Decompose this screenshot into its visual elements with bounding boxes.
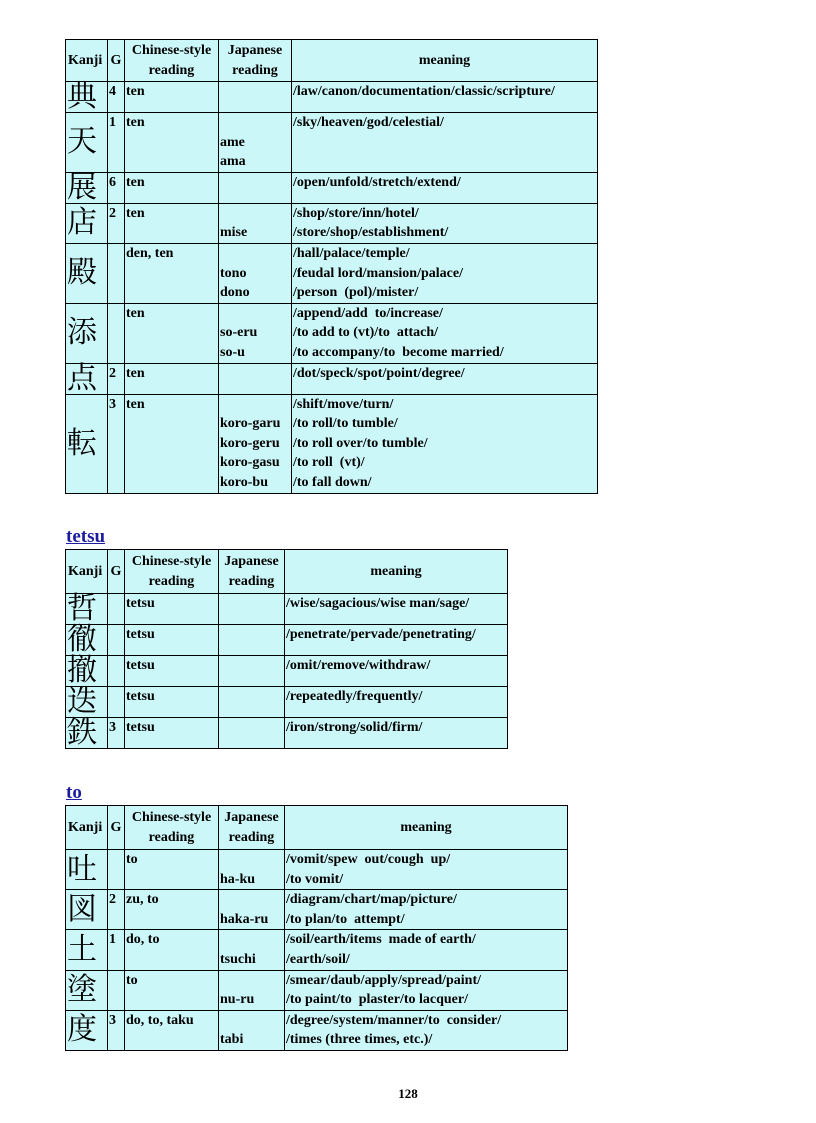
japanese-reading-cell [219, 718, 285, 749]
japanese-reading-line: ha-ku [220, 871, 256, 887]
chinese-reading-line [126, 323, 217, 343]
chinese-reading-cell [125, 172, 219, 203]
grade-cell [108, 687, 125, 718]
grade-cell: 3 [108, 718, 125, 749]
japanese-reading-line [220, 304, 290, 324]
japanese-reading-cell [219, 930, 285, 970]
japanese-reading-line: so-u [220, 344, 245, 360]
japanese-reading-cell [219, 113, 292, 173]
table-row [66, 363, 598, 394]
meaning-cell [292, 303, 598, 363]
header-meaning: meaning [285, 550, 508, 594]
kanji-character: 典 [66, 82, 108, 113]
chinese-reading-cell [125, 363, 219, 394]
japanese-reading-cell [219, 656, 285, 687]
header-chinese-reading: Chinese-style reading [125, 806, 219, 850]
chinese-reading-cell [125, 243, 219, 303]
meaning-line: /earth/soil/ [286, 951, 350, 967]
table-row [66, 890, 568, 930]
meaning-line: /soil/earth/items made of earth/ [286, 932, 476, 948]
header-japanese-reading: Japanese reading [219, 806, 285, 850]
kanji-character: 図 [66, 890, 108, 930]
table-row [66, 394, 598, 493]
chinese-reading-line: do, to [126, 932, 160, 948]
kanji-character: 哲 [66, 594, 108, 625]
chinese-reading-cell [125, 850, 219, 890]
table-row [66, 656, 508, 687]
grade-cell [108, 243, 125, 303]
meaning-line: /vomit/spew out/cough up/ [286, 852, 451, 867]
meaning-cell [292, 172, 598, 203]
table-row [66, 1010, 568, 1050]
grade-cell: 3 [108, 1010, 125, 1050]
kanji-character: 迭 [66, 687, 108, 718]
chinese-reading-line: ten [126, 396, 145, 412]
chinese-reading-line [126, 223, 217, 243]
japanese-reading-line: haka-ru [220, 911, 269, 927]
table-row [66, 687, 508, 718]
meaning-line: /penetrate/pervade/penetrating/ [286, 627, 476, 642]
japanese-reading-cell [219, 850, 285, 890]
chinese-reading-line [126, 152, 217, 172]
kanji-character: 殿 [66, 243, 108, 303]
japanese-reading-cell [219, 303, 292, 363]
japanese-reading-line: so-eru [220, 325, 258, 341]
japanese-reading-line: ama [220, 154, 246, 170]
japanese-reading-line [220, 173, 290, 193]
table-row [66, 850, 568, 890]
meaning-cell [285, 687, 508, 718]
header-g: G [108, 806, 125, 850]
chinese-reading-line: tetsu [126, 596, 155, 611]
japanese-reading-cell [219, 363, 292, 394]
header-kanji: Kanji [66, 806, 108, 850]
meaning-cell [285, 1010, 568, 1050]
japanese-reading-line: tabi [220, 1032, 244, 1048]
chinese-reading-line [126, 133, 217, 153]
meaning-line [293, 133, 596, 153]
chinese-reading-cell [125, 930, 219, 970]
header-kanji: Kanji [66, 550, 108, 594]
chinese-reading-cell [125, 394, 219, 493]
japanese-reading-line [220, 930, 283, 950]
chinese-reading-cell [125, 594, 219, 625]
japanese-reading-line [220, 1011, 283, 1031]
japanese-reading-line [220, 594, 283, 614]
chinese-reading-cell [125, 303, 219, 363]
japanese-reading-line [220, 82, 290, 102]
header-chinese-reading: Chinese-style reading [125, 550, 219, 594]
japanese-reading-line [220, 244, 290, 264]
meaning-line: /iron/strong/solid/firm/ [286, 720, 423, 735]
meaning-line: /to plan/to attempt/ [286, 911, 405, 927]
meaning-line: /repeatedly/frequently/ [286, 689, 423, 704]
grade-cell: 6 [108, 172, 125, 203]
chinese-reading-line [126, 434, 217, 454]
japanese-reading-line [220, 718, 283, 738]
grade-cell [108, 970, 125, 1010]
japanese-reading-line: tono [220, 265, 247, 281]
meaning-cell [285, 890, 568, 930]
header-chinese-reading: Chinese-style reading [125, 40, 219, 82]
table-row [66, 82, 598, 113]
meaning-line: /to paint/to plaster/to lacquer/ [286, 992, 468, 1008]
meaning-line: /wise/sagacious/wise man/sage/ [286, 596, 470, 611]
section-heading-to: to [66, 782, 82, 803]
chinese-reading-cell [125, 203, 219, 243]
meaning-line: /sky/heaven/god/celestial/ [293, 115, 444, 130]
kanji-character: 店 [66, 203, 108, 243]
grade-cell: 4 [108, 82, 125, 113]
japanese-reading-line [220, 890, 283, 910]
page-number: 128 [398, 1086, 418, 1101]
meaning-line: /person (pol)/mister/ [293, 285, 419, 301]
japanese-reading-cell [219, 625, 285, 656]
chinese-reading-line [126, 910, 217, 930]
chinese-reading-line: tetsu [126, 720, 155, 735]
japanese-reading-line: koro-geru [220, 435, 280, 451]
chinese-reading-line [126, 473, 217, 493]
japanese-reading-line: mise [220, 225, 248, 241]
japanese-reading-line: nu-ru [220, 992, 255, 1008]
grade-cell: 3 [108, 394, 125, 493]
japanese-reading-cell [219, 172, 292, 203]
meaning-line: /degree/system/manner/to consider/ [286, 1012, 502, 1028]
chinese-reading-line: zu, to [126, 892, 159, 908]
chinese-reading-line [126, 453, 217, 473]
japanese-reading-line: dono [220, 285, 250, 301]
japanese-reading-cell [219, 970, 285, 1010]
chinese-reading-cell [125, 1010, 219, 1050]
header-japanese-reading: Japanese reading [219, 550, 285, 594]
grade-cell [108, 656, 125, 687]
meaning-line: /diagram/chart/map/picture/ [286, 892, 457, 908]
table-row [66, 594, 508, 625]
meaning-line: /store/shop/establishment/ [293, 225, 449, 241]
kanji-table-to [65, 805, 568, 1051]
kanji-table-ten [65, 39, 598, 494]
chinese-reading-line: ten [126, 365, 145, 381]
meaning-cell [285, 625, 508, 656]
meaning-line: /to accompany/to become married/ [293, 344, 504, 360]
header-kanji: Kanji [66, 40, 108, 82]
meaning-line: /shop/store/inn/hotel/ [293, 205, 419, 221]
meaning-line: /to fall down/ [293, 474, 372, 490]
chinese-reading-line: ten [126, 305, 145, 321]
chinese-reading-line [126, 1030, 217, 1050]
chinese-reading-cell [125, 625, 219, 656]
japanese-reading-cell [219, 394, 292, 493]
table-row [66, 303, 598, 363]
meaning-line: /times (three times, etc.)/ [286, 1032, 433, 1048]
meaning-cell [292, 243, 598, 303]
meaning-cell [292, 113, 598, 173]
japanese-reading-line [220, 850, 283, 870]
meaning-line: /append/add to/increase/ [293, 305, 443, 321]
meaning-cell [292, 203, 598, 243]
japanese-reading-cell [219, 243, 292, 303]
japanese-reading-line [220, 204, 290, 224]
grade-cell [108, 850, 125, 890]
chinese-reading-line: ten [126, 84, 145, 99]
grade-cell [108, 594, 125, 625]
chinese-reading-line: ten [126, 205, 145, 221]
meaning-line: /to vomit/ [286, 871, 344, 887]
chinese-reading-line [126, 950, 217, 970]
chinese-reading-line: tetsu [126, 627, 155, 642]
chinese-reading-line: do, to, taku [126, 1012, 194, 1028]
chinese-reading-cell [125, 656, 219, 687]
meaning-line: /to roll over/to tumble/ [293, 435, 428, 451]
japanese-reading-line [220, 113, 290, 133]
meaning-line: /smear/daub/apply/spread/paint/ [286, 972, 482, 988]
header-japanese-reading: Japanese reading [219, 40, 292, 82]
japanese-reading-line [220, 971, 283, 991]
chinese-reading-line [126, 283, 217, 303]
section-heading-tetsu: tetsu [66, 526, 106, 547]
chinese-reading-cell [125, 113, 219, 173]
chinese-reading-line [126, 414, 217, 434]
meaning-cell [285, 656, 508, 687]
chinese-reading-cell [125, 687, 219, 718]
meaning-line: /feudal lord/mansion/palace/ [293, 265, 463, 281]
meaning-cell [285, 850, 568, 890]
japanese-reading-line [220, 625, 283, 645]
kanji-character: 塗 [66, 970, 108, 1010]
grade-cell [108, 625, 125, 656]
table-row [66, 970, 568, 1010]
meaning-cell [285, 930, 568, 970]
meaning-cell [292, 363, 598, 394]
table-row [66, 930, 568, 970]
chinese-reading-line: ten [126, 174, 145, 190]
table-row [66, 625, 508, 656]
kanji-table-tetsu [65, 549, 508, 749]
meaning-line: /to add to (vt)/to attach/ [293, 325, 439, 341]
japanese-reading-line [220, 364, 290, 384]
kanji-character: 度 [66, 1010, 108, 1050]
kanji-character: 天 [66, 113, 108, 173]
header-meaning: meaning [292, 40, 598, 82]
meaning-line: /open/unfold/stretch/extend/ [293, 174, 461, 190]
kanji-character: 展 [66, 172, 108, 203]
japanese-reading-line [220, 687, 283, 707]
meaning-line: /law/canon/documentation/classic/scripture/ [293, 84, 555, 99]
chinese-reading-line [126, 264, 217, 284]
meaning-cell [292, 394, 598, 493]
japanese-reading-line: tsuchi [220, 951, 256, 967]
kanji-character: 土 [66, 930, 108, 970]
chinese-reading-line: den, ten [126, 245, 174, 261]
japanese-reading-line [220, 656, 283, 676]
meaning-line: /to roll (vt)/ [293, 455, 365, 471]
table-row [66, 203, 598, 243]
grade-cell: 2 [108, 890, 125, 930]
meaning-line: /dot/speck/spot/point/degree/ [293, 365, 465, 381]
japanese-reading-line: koro-bu [220, 474, 268, 490]
japanese-reading-line [220, 395, 290, 415]
meaning-cell [285, 594, 508, 625]
chinese-reading-cell [125, 82, 219, 113]
table-row [66, 172, 598, 203]
header-g: G [108, 550, 125, 594]
chinese-reading-line [126, 870, 217, 890]
japanese-reading-cell [219, 687, 285, 718]
header-g: G [108, 40, 125, 82]
meaning-cell [285, 970, 568, 1010]
japanese-reading-cell [219, 203, 292, 243]
chinese-reading-cell [125, 718, 219, 749]
japanese-reading-cell [219, 1010, 285, 1050]
japanese-reading-cell [219, 890, 285, 930]
meaning-cell [292, 82, 598, 113]
japanese-reading-cell [219, 82, 292, 113]
meaning-line: /omit/remove/withdraw/ [286, 658, 431, 673]
chinese-reading-cell [125, 970, 219, 1010]
japanese-reading-line: koro-garu [220, 416, 281, 432]
header-meaning: meaning [285, 806, 568, 850]
chinese-reading-line [126, 990, 217, 1010]
meaning-line: /shift/move/turn/ [293, 396, 394, 412]
kanji-character: 鉄 [66, 718, 108, 749]
chinese-reading-line: to [126, 972, 138, 988]
meaning-cell [285, 718, 508, 749]
chinese-reading-cell [125, 890, 219, 930]
chinese-reading-line: to [126, 852, 138, 867]
grade-cell: 1 [108, 930, 125, 970]
grade-cell [108, 303, 125, 363]
japanese-reading-line: ame [220, 134, 245, 150]
table-row [66, 718, 508, 749]
chinese-reading-line: ten [126, 115, 145, 130]
kanji-character: 撤 [66, 656, 108, 687]
table-row [66, 243, 598, 303]
kanji-character: 徹 [66, 625, 108, 656]
kanji-character: 点 [66, 363, 108, 394]
chinese-reading-line: tetsu [126, 689, 155, 704]
kanji-character: 添 [66, 303, 108, 363]
grade-cell: 2 [108, 203, 125, 243]
chinese-reading-line: tetsu [126, 658, 155, 673]
kanji-character: 吐 [66, 850, 108, 890]
table-row [66, 113, 598, 173]
kanji-character: 転 [66, 394, 108, 493]
japanese-reading-line: koro-gasu [220, 455, 280, 471]
japanese-reading-cell [219, 594, 285, 625]
meaning-line [293, 152, 596, 172]
meaning-line: /to roll/to tumble/ [293, 416, 398, 432]
meaning-line: /hall/palace/temple/ [293, 245, 410, 261]
grade-cell: 1 [108, 113, 125, 173]
grade-cell: 2 [108, 363, 125, 394]
chinese-reading-line [126, 343, 217, 363]
